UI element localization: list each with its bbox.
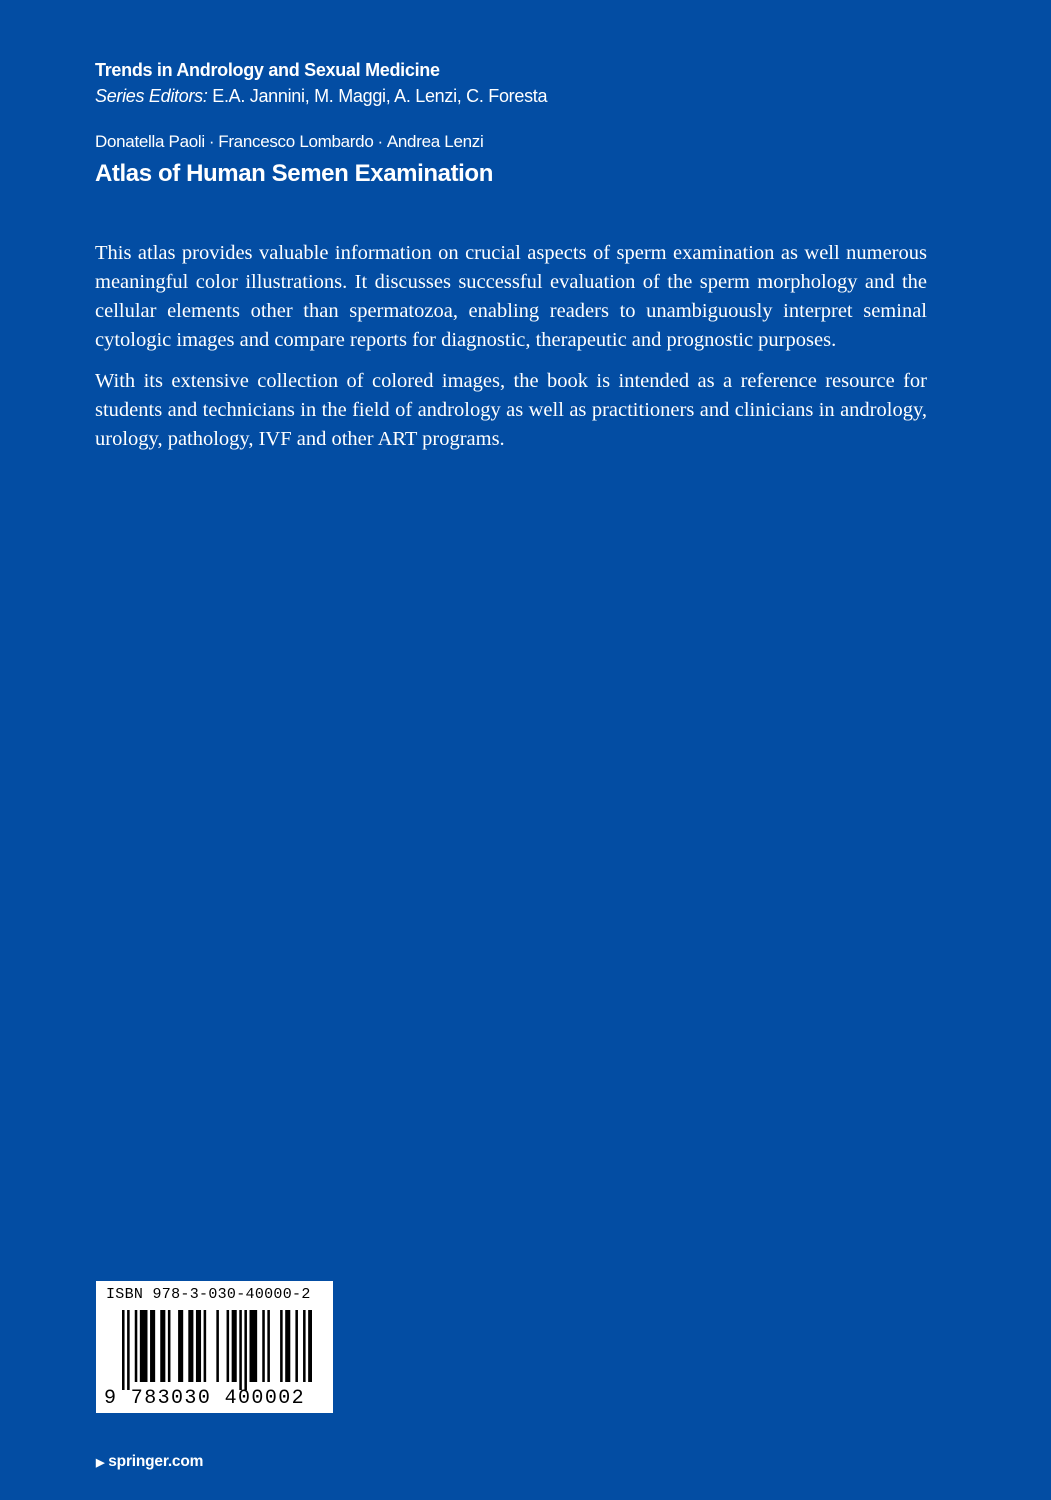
barcode-bar	[280, 1310, 283, 1382]
author-name: Francesco Lombardo	[218, 132, 374, 151]
barcode-bar	[262, 1310, 265, 1382]
book-heading	[95, 131, 493, 189]
barcode-bar	[204, 1310, 207, 1382]
author-separator: ·	[377, 132, 383, 151]
barcode-bar	[216, 1310, 219, 1382]
isbn-label: ISBN 978-3-030-40000-2	[106, 1286, 311, 1303]
series-editors-names: E.A. Jannini, M. Maggi, A. Lenzi, C. Foresta	[212, 86, 548, 106]
barcode-bar	[196, 1310, 201, 1382]
website-text: springer.com	[108, 1453, 204, 1470]
series-editors-label: Series Editors:	[95, 86, 208, 106]
barcode-bar	[168, 1310, 171, 1382]
barcode-bar	[232, 1310, 237, 1382]
book-title: Atlas of Human Semen Examination	[95, 160, 493, 187]
barcode-bar	[135, 1310, 138, 1382]
barcode-bar	[150, 1310, 155, 1382]
series-info	[95, 58, 547, 108]
barcode-bar	[267, 1310, 270, 1382]
barcode-bar	[122, 1310, 125, 1390]
barcode-bar	[140, 1310, 148, 1382]
website-link[interactable]	[96, 1453, 203, 1471]
author-name: Andrea Lenzi	[386, 132, 484, 151]
barcode-bar	[239, 1310, 242, 1390]
triangle-right-icon: ▶	[96, 1456, 105, 1469]
barcode-bar	[250, 1310, 258, 1382]
barcode-bar	[178, 1310, 183, 1382]
description-paragraph: This atlas provides valuable information on crucial aspects of sperm examination as well numerous meaningful color illustrations. It discusses successful evaluation of the sperm morphology and the cellular elements other than spermatozoa, enabling readers to unambiguously interpret seminal cytologic images and compare reports for diagnostic, therapeutic and prognostic purposes.	[95, 242, 927, 351]
description-paragraph: With its extensive collection of colored images, the book is intended as a reference resource for students and technicians in the field of andrology as well as practitioners and clinicians in andrology, urology, pathology, IVF and other ART programs.	[95, 370, 927, 450]
barcode-bar	[227, 1310, 230, 1382]
barcode-bar	[127, 1310, 130, 1390]
barcode-icon	[122, 1310, 312, 1390]
author-list	[95, 131, 493, 153]
book-description	[95, 239, 927, 454]
author-name: Donatella Paoli	[95, 132, 205, 151]
isbn-barcode-box	[96, 1281, 333, 1413]
series-editors	[95, 84, 547, 108]
barcode-bar	[160, 1310, 165, 1382]
author-separator: ·	[208, 132, 215, 151]
barcode-bar	[244, 1310, 247, 1390]
barcode-bar	[188, 1310, 193, 1382]
barcode-bar	[295, 1310, 298, 1382]
series-title: Trends in Andrology and Sexual Medicine	[95, 60, 440, 80]
barcode-digits: 9 783030 400002	[104, 1387, 306, 1410]
barcode-bar	[303, 1310, 306, 1382]
barcode-bar	[308, 1310, 312, 1382]
barcode-bar	[285, 1310, 290, 1382]
